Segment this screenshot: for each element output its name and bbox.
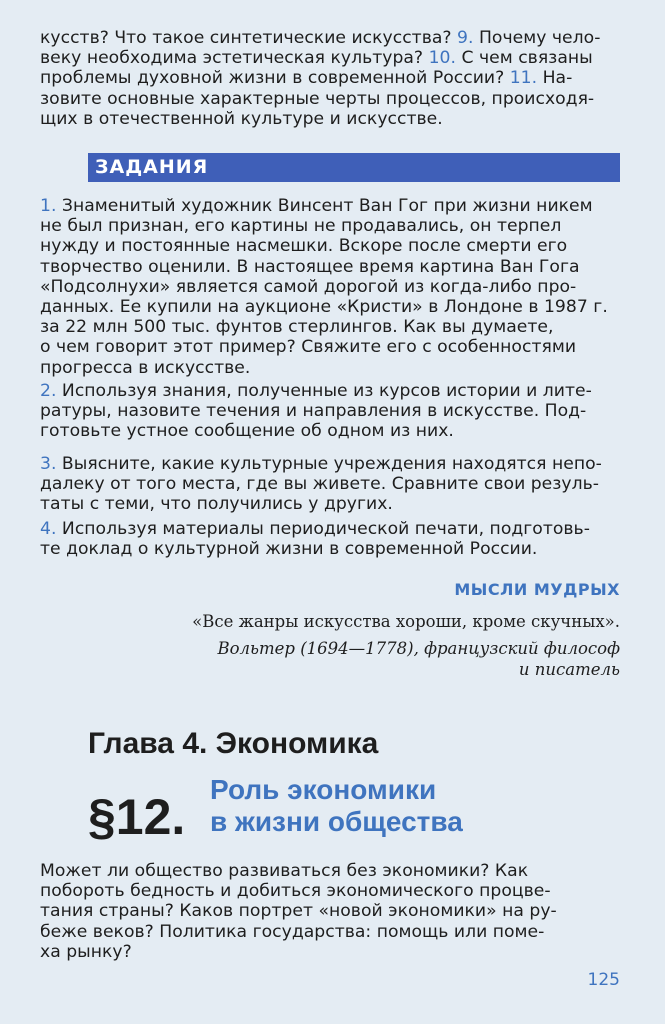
task-line: Используя знания, полученные из курсов истории и лите- [56,381,592,401]
task-line: ратуры, назовите течения и направления в искусстве. Под- [40,401,587,422]
text-run: С чем связаны [455,48,593,69]
question-number: 11. [509,68,538,89]
text-run: зовите основные характерные черты процессов, происходя- [40,88,595,109]
task-number: 4. [40,519,57,539]
question-line: побороть бедность и добиться экономического процве- [40,881,551,902]
task-line: творчество оценили. В настоящее время картина Ван Гога [40,256,580,277]
text-run: щих в отечественной культуре и искусстве. [40,108,443,129]
task-item [40,454,620,515]
task-line: Знаменитый художник Винсент Ван Гог при жизни никем [56,196,593,216]
quote-text: «Все жанры искусства хороши, кроме скучных». [192,612,620,631]
task-line: прогресса в искусстве. [40,357,251,378]
task-line: Выясните, какие культурные учреждения находятся непо- [56,454,602,474]
paragraph-title [210,774,463,838]
text-run: веку необходима эстетическая культура? [40,48,429,69]
question-line: ха рынку? [40,941,132,962]
task-number: 2. [40,381,57,401]
intro-paragraph [40,28,620,129]
task-line: за 22 млн 500 тыс. фунтов стерлингов. Как вы думаете, [40,317,554,338]
wise-thoughts-heading: МЫСЛИ МУДРЫХ [454,580,620,599]
text-run: На- [537,68,573,89]
author-line: Вольтер (1694—1778), французский философ [217,639,620,658]
quote-author [60,638,620,680]
tasks-banner [88,153,620,182]
task-line: нужду и постоянные насмешки. Вскоре после смерти его [40,236,568,257]
question-line: беже веков? Политика государства: помощь или поме- [40,921,545,942]
text-run: Почему чело- [473,28,601,48]
question-line: Может ли общество развиваться без экономики? Как [40,861,529,881]
task-line: о чем говорит этот пример? Свяжите его с особенностями [40,337,577,358]
paragraph-title-line: в жизни общества [210,806,463,837]
chapter-title: Глава 4. Экономика [88,727,379,760]
chapter-questions [40,861,620,962]
page-number: 125 [587,970,620,990]
task-line: Используя материалы периодической печати, подготовь- [56,519,590,539]
paragraph-number: §12. [88,789,186,845]
author-line: и писатель [518,660,620,679]
task-item [40,196,620,378]
paragraph-title-line: Роль экономики [210,774,437,805]
tasks-heading: ЗАДАНИЯ [95,156,209,178]
question-line: тания страны? Каков портрет «новой экономики» на ру- [40,901,557,922]
text-run: кусств? Что такое синтетические искусства? [40,28,458,48]
task-number: 3. [40,454,57,474]
text-run: проблемы духовной жизни в современной России? [40,68,510,89]
task-line: не был признан, его картины не продавались, он терпел [40,216,562,237]
task-line: «Подсолнухи» является самой дорогой из когда-либо про- [40,276,577,297]
task-line: готовьте устное сообщение об одном из них. [40,421,454,442]
task-line: таты с теми, что получились у других. [40,494,393,515]
task-line: те доклад о культурной жизни в современной России. [40,539,538,560]
task-number: 1. [40,196,57,216]
question-number: 10. [428,48,456,69]
question-number: 9. [457,28,474,48]
task-item [40,381,620,442]
task-item [40,519,620,559]
task-line: данных. Ее купили на аукционе «Кристи» в Лондоне в 1987 г. [40,297,608,318]
task-line: далеку от того места, где вы живете. Сравните свои резуль- [40,474,599,495]
